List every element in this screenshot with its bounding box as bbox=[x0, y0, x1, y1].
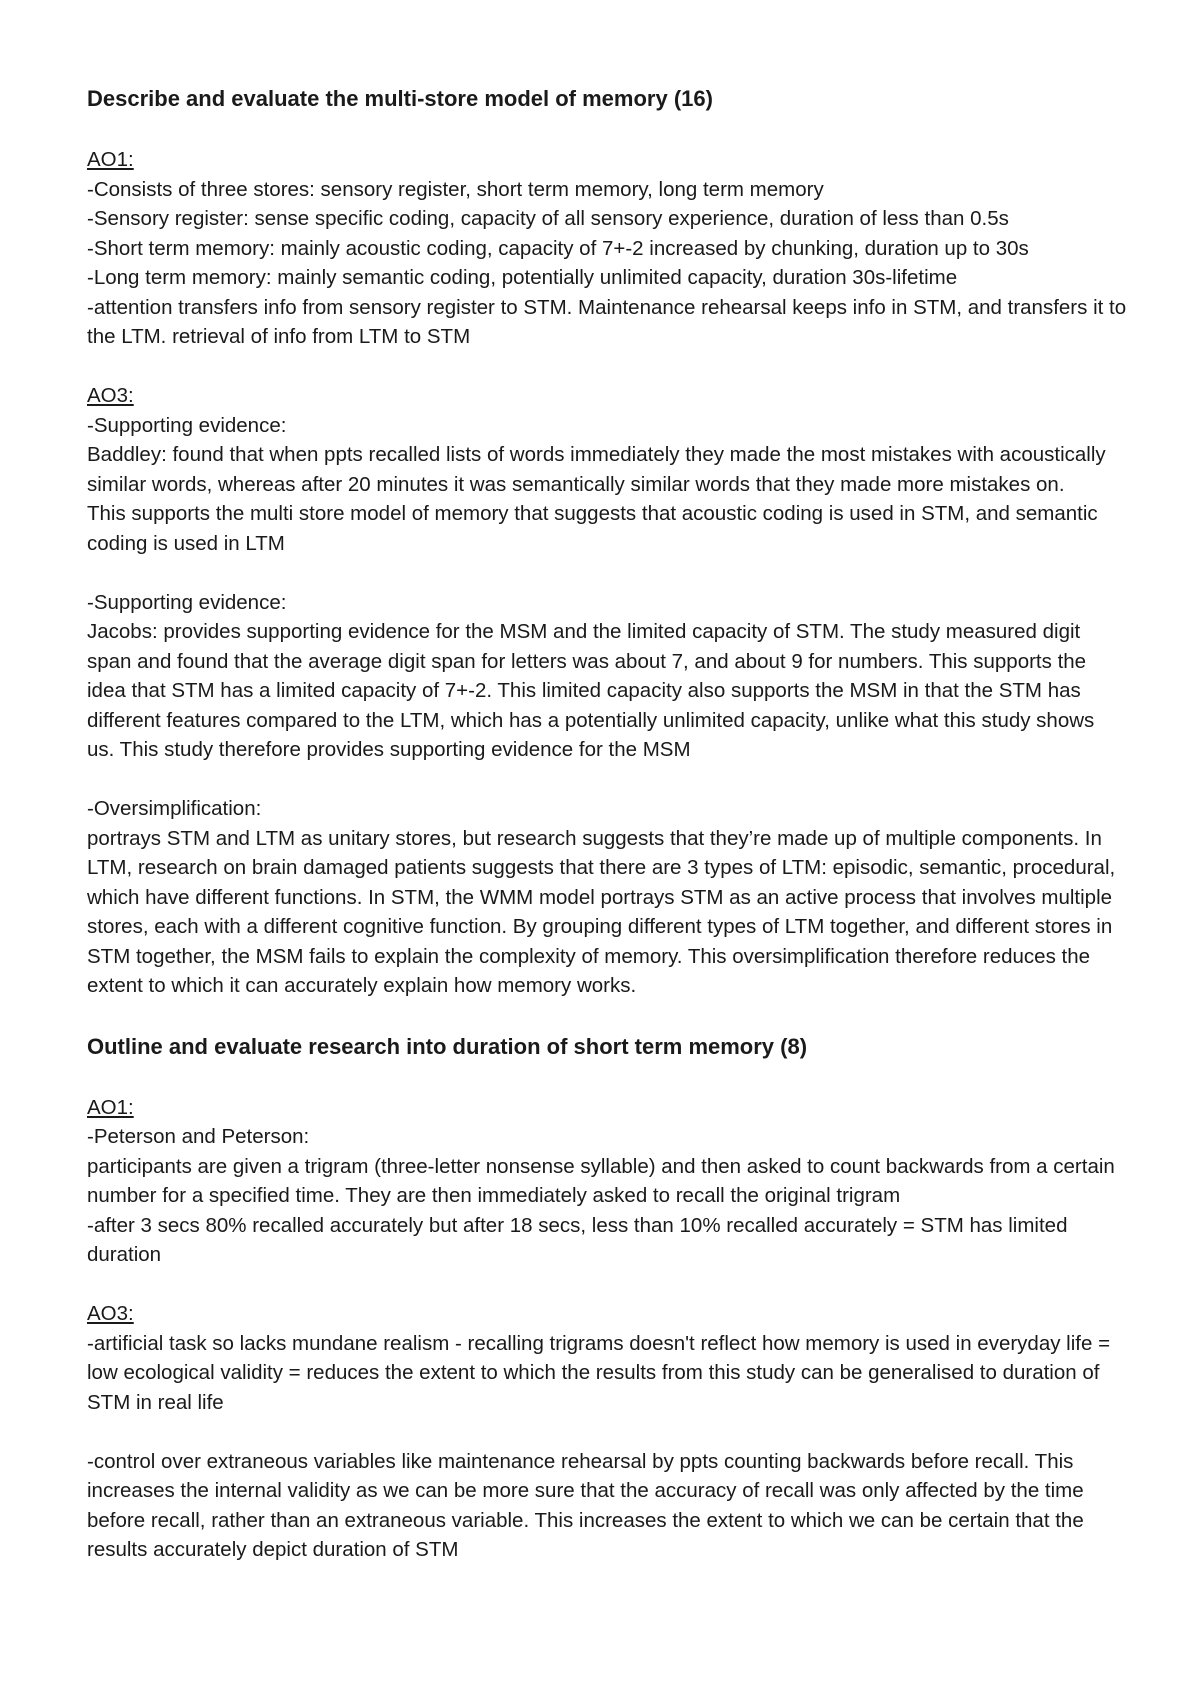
q1-point2-body: Jacobs: provides supporting evidence for the MSM and the limited capacity of STM. The study measured digit span and found that the average digit span for letters was about 7, and about 9 for numbers. This supports the idea that STM has a limited capacity of 7+-2. This limited capacity also supports the MSM in that the STM has different features compared to the LTM, which has a potentially unlimited capacity, unlike what this study shows us. This study therefore provides supporting evidence for the MSM bbox=[87, 620, 1095, 761]
q1-point1-body: Baddley: found that when ppts recalled lists of words immediately they made the most mistakes with acoustically similar words, whereas after 20 minutes it was semantically similar words that they made more mistakes on. bbox=[87, 443, 1106, 496]
q1-ao3-label: AO3: bbox=[87, 384, 134, 407]
q2-eval-2: -control over extraneous variables like maintenance rehearsal by ppts counting backwards before recall. This increases the internal validity as we can be more sure that the accuracy of recall was only affected by the time before recall, rather than an extraneous variable. This increases the extent to which we can be certain that the results accurately depict duration of STM bbox=[87, 1449, 1084, 1561]
q1-ao1-line: -Consists of three stores: sensory register, short term memory, long term memory bbox=[87, 177, 824, 201]
q1-ao1-line: -Long term memory: mainly semantic coding, potentially unlimited capacity, duration 30s-lifetime bbox=[87, 266, 958, 289]
q2-ao1-label: AO1: bbox=[87, 1095, 134, 1119]
q1-point3-heading: -Oversimplification: bbox=[87, 797, 262, 820]
q1-ao1-label: AO1: bbox=[87, 148, 134, 171]
q2-ao3-label: AO3: bbox=[87, 1302, 134, 1325]
document-page bbox=[87, 84, 1127, 1565]
q1-ao1-line: -attention transfers info from sensory register to STM. Maintenance rehearsal keeps info in STM, and transfers it to the LTM. retrieval of info from LTM to STM bbox=[87, 295, 1127, 348]
q2-study-heading: -Peterson and Peterson: bbox=[87, 1125, 310, 1148]
q1-point3-body: portrays STM and LTM as unitary stores, but research suggests that they’re made up of multiple components. In LTM, research on brain damaged patients suggests that there are 3 types of LTM: episodic, semantic, procedural, which have different functions. In STM, the WMM model portrays STM as an active process that involves multiple stores, each with a different cognitive function. By grouping different types of LTM together, and different stores in STM together, the MSM fails to explain the complexity of memory. This oversimplification therefore reduces the extent to which it can accurately explain how memory works. bbox=[87, 826, 1116, 997]
q2-study-body: participants are given a trigram (three-letter nonsense syllable) and then asked to count backwards from a certain number for a specified time. They are then immediately asked to recall the original trigram bbox=[87, 1154, 1115, 1207]
q2-study-result: -after 3 secs 80% recalled accurately but after 18 secs, less than 10% recalled accurately = STM has limited duration bbox=[87, 1213, 1068, 1266]
q2-eval-1: -artificial task so lacks mundane realism - recalling trigrams doesn't reflect how memory is used in everyday life = low ecological validity = reduces the extent to which the results from this study can be generalised to duration of STM in real life bbox=[87, 1331, 1111, 1414]
question-2-title: Outline and evaluate research into duration of short term memory (8) bbox=[87, 1033, 808, 1059]
q1-ao1-line: -Short term memory: mainly acoustic coding, capacity of 7+-2 increased by chunking, duration up to 30s bbox=[87, 236, 1029, 260]
q1-point1-link: This supports the multi store model of memory that suggests that acoustic coding is used in STM, and semantic coding is used in LTM bbox=[87, 502, 1098, 555]
q1-point2-heading: -Supporting evidence: bbox=[87, 590, 287, 614]
question-1-title: Describe and evaluate the multi-store model of memory (16) bbox=[87, 86, 713, 111]
q1-ao1-line: -Sensory register: sense specific coding, capacity of all sensory experience, duration of less than 0.5s bbox=[87, 207, 1009, 230]
q1-point1-heading: -Supporting evidence: bbox=[87, 413, 287, 437]
